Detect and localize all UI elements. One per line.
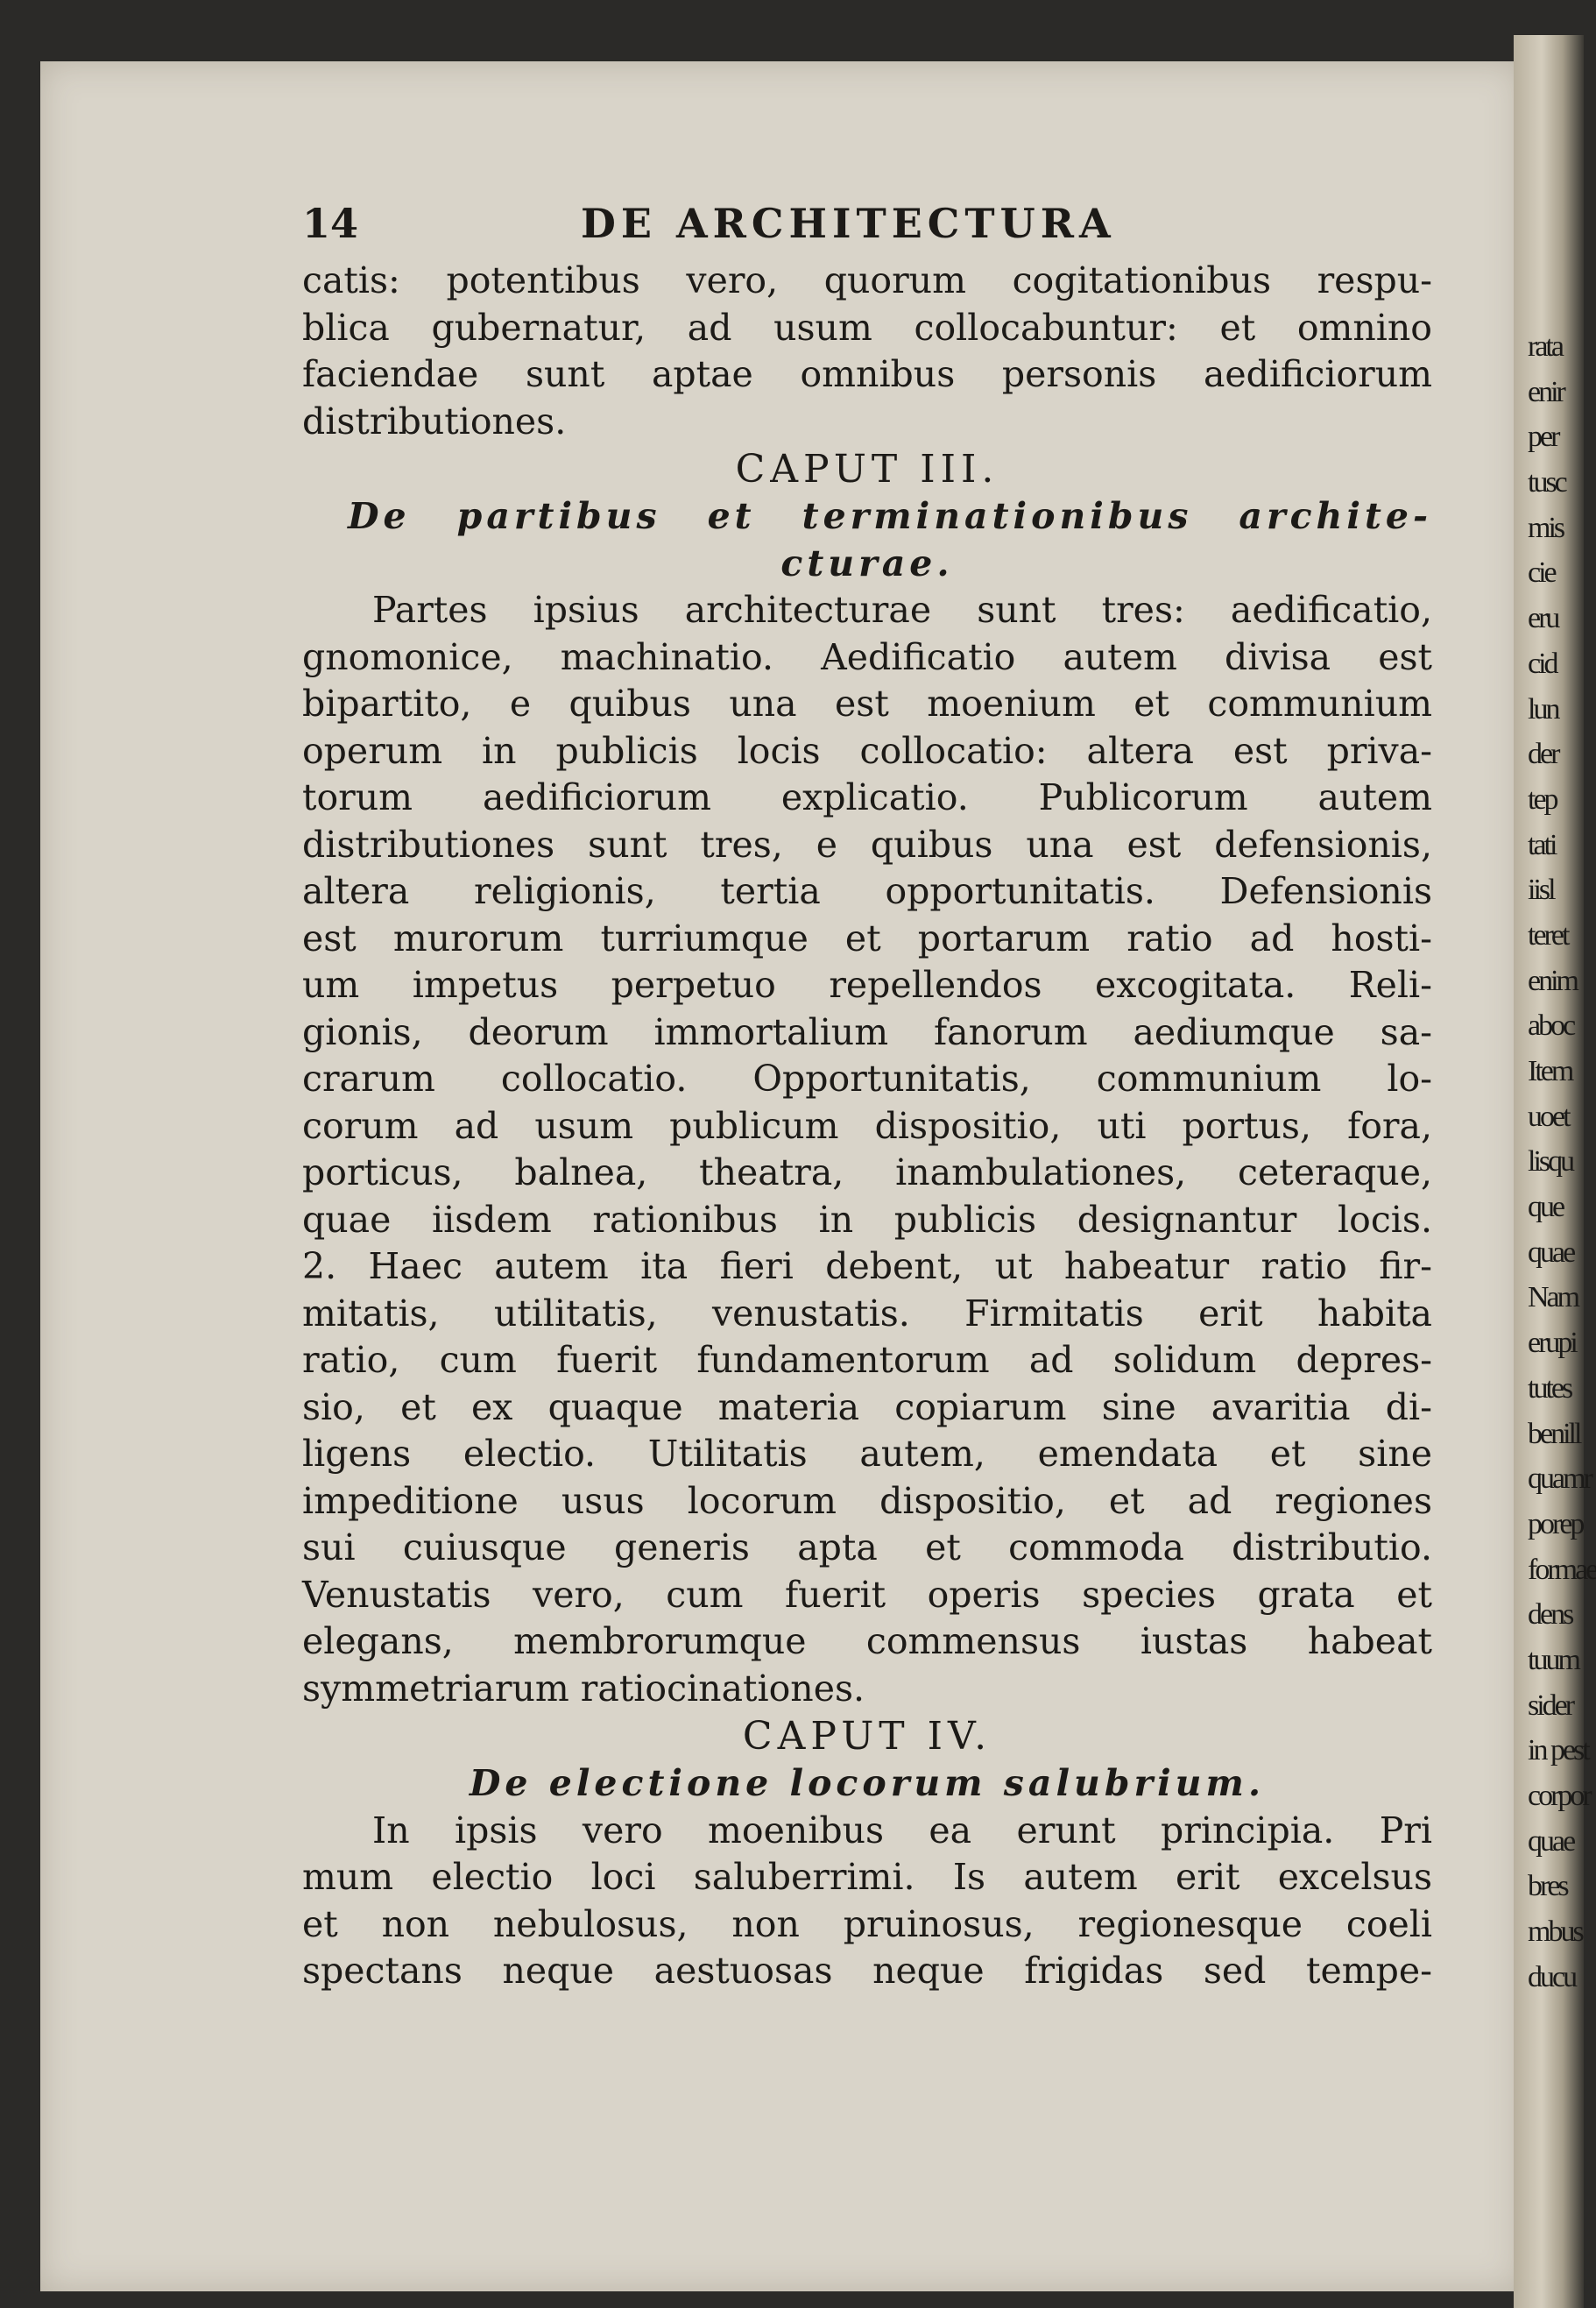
facing-page-fragment: Nam	[1528, 1281, 1578, 1314]
text-line: gnomonice, machinatio. Aedificatio autem divisa est	[302, 635, 1432, 678]
text-line: symmetriarum ratiocinationes.	[302, 1667, 865, 1710]
text-line: distributiones.	[302, 400, 567, 442]
text-line: gionis, deorum immortalium fanorum aediumque sa-	[302, 1010, 1432, 1053]
chapter-4-heading: CAPUT IV.	[742, 1714, 992, 1759]
text-line: porticus, balnea, theatra, inambulationes, ceteraque,	[302, 1151, 1432, 1193]
facing-page-fragment: quamr	[1528, 1462, 1591, 1496]
page-number: 14	[302, 200, 359, 247]
text-line: spectans neque aestuosas neque frigidas sed tempe-	[302, 1950, 1432, 1992]
facing-page-fragment: iisl	[1528, 874, 1554, 907]
text-line: sui cuiusque generis apta et commoda distributio.	[302, 1526, 1432, 1568]
text-line: impeditione usus locorum dispositio, et ad regiones	[302, 1479, 1432, 1522]
facing-page-fragment: bres	[1528, 1870, 1567, 1903]
facing-page-text-fragments	[1528, 324, 1596, 2059]
facing-page-fragment: ducu	[1528, 1960, 1576, 1993]
text-line: Venustatis vero, cum fuerit operis species grata et	[302, 1573, 1432, 1616]
opening-paragraph	[302, 258, 1432, 445]
facing-page-fragment: per	[1528, 421, 1558, 454]
facing-page-fragment: tep	[1528, 782, 1557, 816]
page-content	[302, 195, 1432, 1995]
text-line: corum ad usum publicum dispositio, uti portus, fora,	[302, 1104, 1432, 1147]
facing-page-fragment: Item	[1528, 1055, 1572, 1087]
facing-page-fragment: erupi	[1528, 1327, 1576, 1360]
facing-page-fragment: rata	[1528, 330, 1562, 363]
text-line: 2. Haec autem ita fieri debent, ut habeatur ratio fir-	[302, 1245, 1432, 1287]
facing-page-fragment: benill	[1528, 1417, 1580, 1450]
chapter-4-title: De electione locorum salubrium.	[469, 1762, 1266, 1804]
chapter-4-text	[302, 1808, 1432, 1995]
chapter-3-title-continued: cturae.	[780, 542, 954, 584]
text-line: faciendae sunt aptae omnibus personis aedificiorum	[302, 353, 1432, 395]
facing-page-fragment: tusc	[1528, 466, 1565, 499]
text-line: sio, et ex quaque materia copiarum sine avaritia di-	[302, 1385, 1432, 1428]
text-line: est murorum turriumque et portarum ratio ad hosti-	[302, 917, 1432, 959]
text-line: ratio, cum fuerit fundamentorum ad solidum depres-	[302, 1339, 1432, 1381]
facing-page-fragment: sider	[1528, 1689, 1573, 1722]
text-line: mum electio loci saluberrimi. Is autem erit excelsus	[302, 1856, 1432, 1898]
facing-page-fragment: der	[1528, 738, 1558, 771]
facing-page-fragment: formae	[1528, 1553, 1596, 1586]
facing-page-fragment: teret	[1528, 918, 1568, 952]
text-line: crarum collocatio. Opportunitatis, communium lo-	[302, 1058, 1432, 1100]
text-line: altera religionis, tertia opportunitatis. Defensionis	[302, 870, 1432, 912]
facing-page-fragment: aboc	[1528, 1009, 1574, 1043]
facing-page-fragment: mbus	[1528, 1915, 1582, 1949]
facing-page-fragment: lisqu	[1528, 1145, 1573, 1179]
facing-page-fragment: tuum	[1528, 1643, 1578, 1676]
facing-page-fragment: eru	[1528, 602, 1558, 635]
text-line: quae iisdem rationibus in publicis designantur locis.	[302, 1198, 1432, 1241]
chapter-3-heading: CAPUT III.	[735, 447, 999, 492]
facing-page-fragment: uoet	[1528, 1100, 1569, 1133]
facing-page-fragment: dens	[1528, 1598, 1572, 1632]
chapter-3-text	[302, 587, 1432, 1712]
facing-page-fragment: corpor	[1528, 1780, 1590, 1812]
facing-page-fragment: enir	[1528, 375, 1564, 408]
facing-page-fragment: enim	[1528, 964, 1577, 997]
facing-page-fragment: in pest	[1528, 1734, 1588, 1767]
text-line: In ipsis vero moenibus ea erunt principia. Pri	[372, 1809, 1432, 1851]
facing-page-fragment: lun	[1528, 692, 1558, 726]
facing-page-edge	[1514, 35, 1596, 2308]
facing-page-fragment: mis	[1528, 511, 1564, 544]
facing-page-fragment: quae	[1528, 1824, 1574, 1858]
facing-page-fragment: cie	[1528, 556, 1555, 590]
text-line: um impetus perpetuo repellendos excogitata. Reli-	[302, 964, 1432, 1006]
text-line: catis: potentibus vero, quorum cogitationibus respu-	[302, 259, 1432, 301]
text-line: operum in publicis locis collocatio: altera est priva-	[302, 729, 1432, 772]
facing-page-fragment: tutes	[1528, 1371, 1571, 1405]
text-line: ligens electio. Utilitatis autem, emendata et sine	[302, 1433, 1432, 1475]
text-line: mitatis, utilitatis, venustatis. Firmitatis erit habita	[302, 1292, 1432, 1335]
running-title: DE ARCHITECTURA	[581, 200, 1116, 247]
text-line: et non nebulosus, non pruinosus, regionesque coeli	[302, 1902, 1432, 1945]
text-line: blica gubernatur, ad usum collocabuntur: et omnino	[302, 306, 1432, 349]
facing-page-fragment: cid	[1528, 647, 1557, 680]
text-line: elegans, membrorumque commensus iustas habeat	[302, 1620, 1432, 1662]
facing-page-fragment: quae	[1528, 1235, 1574, 1269]
chapter-3-title: De partibus et terminationibus archite-	[348, 495, 1432, 537]
text-line: distributiones sunt tres, e quibus una est defensionis,	[302, 823, 1432, 866]
text-line: torum aedificiorum explicatio. Publicorum autem	[302, 776, 1432, 818]
text-line: bipartito, e quibus una est moenium et communium	[302, 683, 1432, 725]
page-header	[302, 195, 1432, 258]
facing-page-fragment: porep	[1528, 1507, 1583, 1540]
facing-page-fragment: que	[1528, 1191, 1564, 1224]
facing-page-fragment: tati	[1528, 828, 1556, 861]
text-line: Partes ipsius architecturae sunt tres: aedificatio,	[372, 589, 1432, 631]
